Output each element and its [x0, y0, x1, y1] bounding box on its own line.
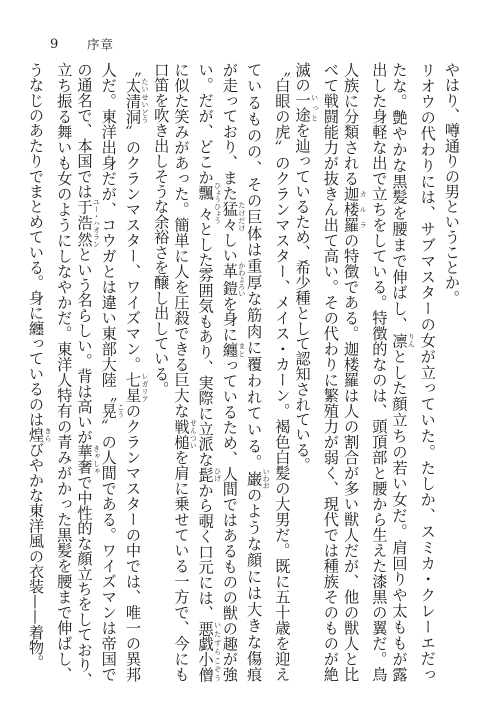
text-column — [391, 62, 415, 682]
text-run: 〟のクランマスター、ワイズマン。 — [123, 124, 142, 373]
text-run: 〝白眼の虎〟のクランマスター、メイス・カーン。褐色白髪の大男だ。既に五十歳を迎え — [273, 62, 292, 682]
ruby-text: せんつい — [189, 418, 198, 450]
ruby-annotation — [123, 372, 149, 404]
text-run: を肩に乗せている一方で、今にも — [172, 449, 191, 682]
text-run: べて戦闘能力が抜きん出て高い。その代わりに繁殖力が弱く、現代では種族そのものが絶 — [321, 62, 340, 682]
text-run: たな。艶やかな黒髪を腰まで伸ばし、 — [390, 62, 409, 333]
ruby-base: 迦楼羅 — [342, 186, 361, 233]
text-run: リオウの代わりには、サブマスターの女が立っていた。たしか、スミカ・クレーエだっ — [418, 62, 437, 682]
ruby-annotation — [220, 261, 246, 297]
ruby-annotation — [293, 92, 319, 123]
ruby-annotation — [172, 418, 198, 450]
ruby-annotation — [196, 182, 222, 225]
ruby-annotation — [123, 77, 149, 125]
text-run: のような顔には大きな傷痕 — [245, 485, 264, 682]
text-run: 立ち振る舞いも女のようにしなやかだ。東洋人特有の青みがかった黒髪を腰まで伸ばし、 — [55, 62, 74, 682]
text-run: から覗く口元には、 — [196, 482, 215, 621]
text-run: 人だ。東洋出身だが、コウガとは違い東部大陸〝 — [99, 62, 118, 404]
ruby-base: 纏 — [220, 342, 239, 358]
running-head: 序章 — [87, 37, 115, 52]
text-column — [367, 62, 391, 682]
ruby-base: 革鎧 — [220, 261, 239, 297]
text-run: しい — [220, 232, 239, 263]
text-run: が走っており、また — [220, 62, 239, 202]
text-run: の通名で、本国では — [75, 62, 94, 199]
ruby-annotation — [245, 467, 271, 489]
text-column — [294, 62, 318, 682]
text-column — [343, 62, 367, 682]
ruby-base: 七星 — [123, 372, 142, 404]
ruby-text: まと — [237, 342, 246, 358]
ruby-base: 于浩然 — [75, 198, 94, 248]
ruby-base: 猛々 — [220, 201, 239, 233]
ruby-text: かわよろい — [237, 261, 246, 297]
ruby-text: いわお — [262, 467, 271, 489]
ruby-text: カルラ — [359, 186, 368, 233]
text-run: 出した身軽な出で立ちをしている。特徴的なのは、頭頂部と腰から生えた漆黒の翼だ。鳥 — [370, 62, 389, 682]
text-run: 口笛を吹き出しそうな余裕さを醸し出している。 — [152, 62, 171, 397]
ruby-annotation — [27, 426, 53, 443]
ruby-base: 華奢 — [75, 444, 94, 475]
ruby-text: いたずらこぞう — [213, 620, 222, 682]
ruby-annotation — [75, 198, 101, 248]
text-run: 〝 — [123, 62, 142, 78]
ruby-annotation — [342, 186, 368, 233]
body-text — [27, 62, 464, 688]
text-run: い。だが、どこか — [196, 62, 215, 185]
ruby-base: 太清洞 — [123, 77, 142, 125]
ruby-annotation — [196, 620, 222, 682]
text-run: で中性的な顔立ちをしており、 — [75, 474, 94, 688]
text-run: とした顔立ちの若い女だ。肩回りや太ももが露 — [390, 348, 409, 683]
text-run: の特徴である。迦楼羅は人の割合が多い獣人だが、他の獣人と比 — [342, 232, 361, 682]
ruby-annotation — [220, 201, 246, 233]
ruby-text: ひょうひょう — [213, 182, 222, 225]
ruby-text: レガリア — [140, 372, 149, 403]
ruby-base: 一途 — [293, 92, 312, 123]
text-column — [416, 62, 440, 682]
text-column — [28, 62, 52, 682]
paragraph — [294, 62, 439, 682]
ruby-text: りん — [407, 332, 416, 348]
ruby-text: たいせいどう — [140, 77, 149, 124]
paragraph — [440, 62, 464, 682]
ruby-text: ユー・ハオラン — [92, 198, 101, 248]
ruby-annotation — [220, 342, 246, 358]
ruby-text: きゃしゃ — [92, 444, 101, 475]
text-column — [270, 62, 294, 682]
ruby-text: きら — [44, 426, 53, 443]
text-run: 人族に分類される — [342, 62, 361, 187]
text-run: っているため、人間ではあるものの獣の趣が強 — [220, 357, 239, 683]
ruby-base: 悪戯小僧 — [196, 620, 215, 682]
text-run: やはり、噂通りの男ということか。 — [443, 62, 461, 306]
text-run: 滅の — [293, 62, 312, 93]
ruby-base: 凛 — [390, 332, 409, 349]
ruby-annotation — [75, 444, 101, 475]
text-run: に似た笑みがあった。簡単に人を圧殺できる巨大な — [172, 62, 191, 419]
text-run: うなじのあたりでまとめている。身に纏っているのは — [27, 62, 46, 427]
text-run: という名らしい。背は高いが — [75, 246, 94, 445]
text-column — [440, 62, 464, 682]
ruby-base: 飄々 — [196, 182, 215, 224]
ruby-base: 巌 — [245, 467, 264, 489]
text-run: とした雰囲気もあり、実際に立派な — [196, 221, 215, 468]
ruby-text: こう — [116, 403, 125, 419]
text-run: のクランマスターの中では、唯一の異邦 — [123, 403, 142, 683]
ruby-annotation — [390, 332, 416, 349]
text-column — [52, 62, 76, 682]
text-run: びやかな東洋風の衣装——着物。 — [27, 442, 46, 670]
text-run: を辿っているため、希少種として認知されている。 — [293, 122, 312, 473]
ruby-base: 髭 — [196, 467, 215, 483]
ruby-text: たけだけ — [237, 201, 246, 232]
ruby-base: 戦槌 — [172, 418, 191, 450]
paragraph — [149, 62, 294, 682]
text-run: ているものの、その巨体は重厚な筋肉に覆われている。 — [245, 62, 264, 471]
text-run: を身に — [220, 295, 239, 343]
text-column — [319, 62, 343, 682]
text-run: 〟の人間である。ワイズマンは帝国で — [99, 418, 118, 683]
page-number: 9 — [50, 37, 59, 52]
text-column — [125, 62, 149, 682]
ruby-annotation — [196, 467, 222, 483]
ruby-text: ひげ — [213, 467, 222, 483]
ruby-base: 晃 — [99, 403, 118, 419]
ruby-text: いっと — [310, 92, 319, 123]
ruby-annotation — [99, 403, 125, 419]
paragraph — [27, 62, 149, 688]
text-column — [246, 62, 270, 682]
ruby-base: 煌 — [27, 426, 46, 443]
